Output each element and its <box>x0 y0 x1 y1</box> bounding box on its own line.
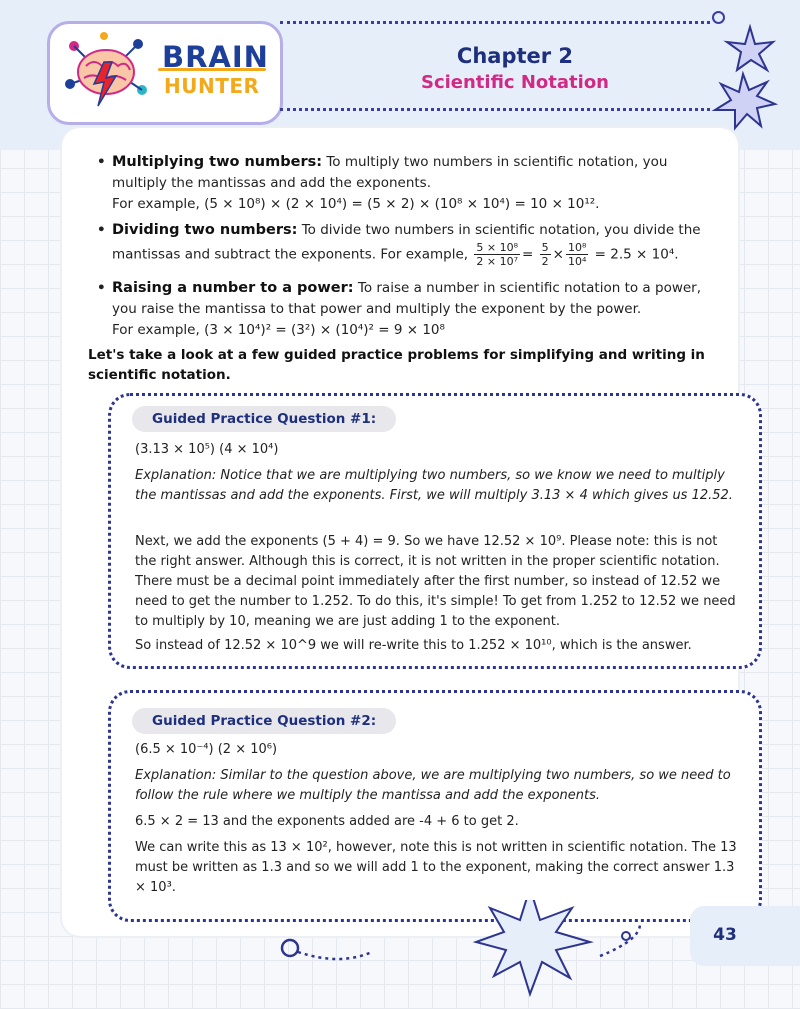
question-answer: So instead of 12.52 × 10^9 we will re-write this to 1.252 × 10¹⁰, which is the answer. <box>135 638 692 653</box>
header-divider-bottom <box>280 108 710 111</box>
rule-body: To divide two numbers in scientific notation, you divide the mantissas and subtract the exponents. For example, <box>112 222 701 263</box>
question-step: 6.5 × 2 = 13 and the exponents added are -4 + 6 to get 2. <box>135 814 519 829</box>
rule-example: (3 × 10⁴)² = (3²) × (10⁴)² = 9 × 10⁸ <box>204 322 445 338</box>
chapter-subtitle: Scientific Notation <box>420 72 609 93</box>
question-title: Guided Practice Question #2: <box>132 708 396 734</box>
logo-brain-text: BRAIN <box>162 40 269 74</box>
logo-hunter-text: HUNTER <box>164 74 260 98</box>
bullet-icon: • <box>97 154 106 170</box>
bullet-icon: • <box>97 280 106 296</box>
chapter-title: Chapter 2 <box>456 44 574 68</box>
star-icon <box>695 22 790 132</box>
burst-star-icon <box>715 74 775 128</box>
rule-heading: Dividing two numbers: <box>112 222 298 238</box>
lead-in-text: Let's take a look at a few guided practice problems for simplifying and writing in scientific notation. <box>88 347 705 383</box>
rule-body: To raise a number in scientific notation to a power, you raise the mantissa to that power and multiply the exponent by the power. <box>112 280 702 317</box>
rule-dividing: • Dividing two numbers: To divide two numbers in scientific notation, you divide the mantissas and subtract the exponents. For example, $\frac{\text{5 × 10⁸}}{\text{2 × 10⁷}}$ = $\frac{5}{2}$ × $\frac{\text{10⁸}}{\text{10⁴}}$ = 2.5 × 10⁴. <box>97 222 701 268</box>
logo <box>47 21 283 125</box>
question-title: Guided Practice Question #1: <box>132 406 396 432</box>
rule-power <box>98 278 710 341</box>
rule-heading: Multiplying two numbers: <box>112 154 323 170</box>
question-problem: (3.13 × 10⁵) (4 × 10⁴) <box>135 442 279 457</box>
question-explanation: Explanation: Similar to the question above, we are multiplying two numbers, so we need to follow the rule where we multiply the mantissa and add the exponents. <box>135 768 731 803</box>
bullet-icon: • <box>97 222 106 238</box>
rule-heading: Raising a number to a power: <box>112 280 354 296</box>
question-answer: We can write this as 13 × 10², however, note this is not written in scientific notation. The 13 must be written as 1.3 and so we will add 1 to the exponent, making the correct answer 1.3 × 10³. <box>135 840 737 895</box>
fraction <box>474 241 520 268</box>
rule-body: To multiply two numbers in scientific notation, you multiply the mantissas and add the exponents. <box>112 154 668 191</box>
question-problem: (6.5 × 10⁻⁴) (2 × 10⁶) <box>135 742 278 757</box>
fraction-numerator: 10⁸ <box>567 241 587 254</box>
fraction-numerator: 5 × 10⁸ <box>476 241 519 254</box>
rule-example-prefix: For example, <box>112 322 200 338</box>
header-divider-top <box>280 21 710 24</box>
fraction-denominator: 2 × 10⁷ <box>476 255 519 268</box>
question-explanation: Explanation: Notice that we are multiplying two numbers, so we know we need to multiply the mantissas and add the exponents. First, we will multiply 3.13 × 4 which gives us 12.52. <box>135 468 733 503</box>
rule-example-prefix: For example, <box>112 196 200 212</box>
question-step: Next, we add the exponents (5 + 4) = 9. So we have 12.52 × 10⁹. Please note: this is not the right answer. Although this is correct, it is not written in the proper scientific notation. There must be a decimal point immediately after the first number, so instead of 12.52 we need to get the number to 1.252. To do this, it's simple! To get from 1.252 to 12.52 we need to multiply by 10, meaning we are just adding 1 to the exponent. <box>135 534 736 629</box>
fraction-denominator: 2 <box>541 255 549 268</box>
footer-decoration <box>0 900 800 1009</box>
fraction <box>566 241 588 268</box>
page-number: 43 <box>713 925 737 945</box>
burst-star-icon <box>476 900 590 994</box>
rule-example: (5 × 10⁸) × (2 × 10⁴) = (5 × 2) × (10⁸ × 10⁴) = 10 × 10¹². <box>204 196 600 212</box>
fraction <box>540 241 551 268</box>
rule-multiplying <box>98 152 710 215</box>
fraction-numerator: 5 <box>541 241 549 254</box>
fraction-denominator: 10⁴ <box>567 255 587 268</box>
rule-result: = 2.5 × 10⁴. <box>594 246 679 263</box>
brain-logo-icon <box>64 32 148 114</box>
